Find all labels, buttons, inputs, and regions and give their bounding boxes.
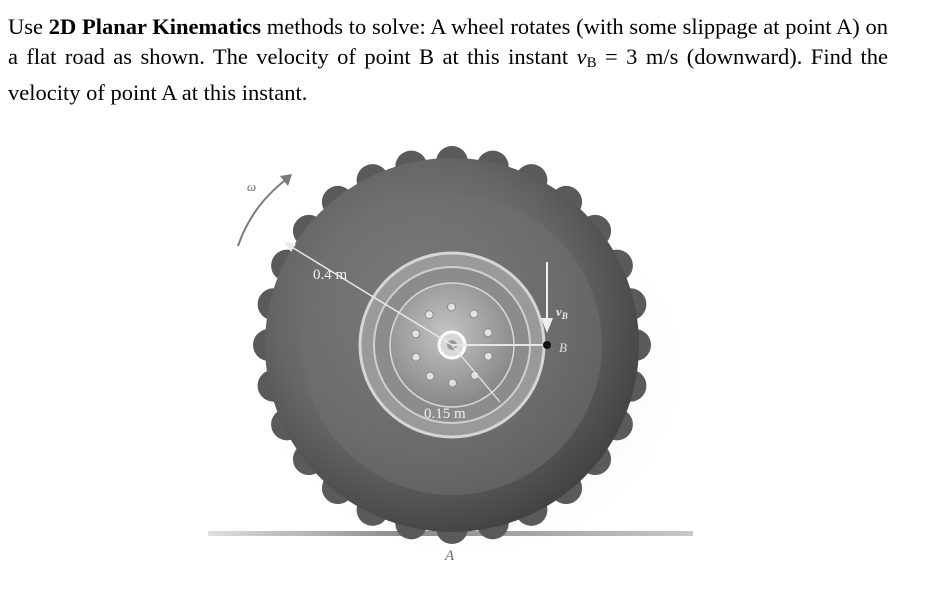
lug-nut <box>448 303 456 311</box>
problem-intro: Use <box>8 14 49 39</box>
outer-radius-label: 0.4 m <box>313 267 348 283</box>
omega-arrow-head <box>280 174 292 186</box>
velocity-symbol: v <box>576 44 587 69</box>
lug-nut <box>484 329 492 337</box>
lug-nut <box>412 330 420 338</box>
problem-question: = 3 m/s (downward). Find the velocity of point A at this instant. <box>8 44 888 105</box>
lug-nut <box>425 311 433 319</box>
point-b-label: B <box>559 340 567 355</box>
lug-nut <box>426 372 434 380</box>
point-a-label: A <box>445 548 455 564</box>
omega-label: ω <box>247 179 257 194</box>
velocity-subscript: B <box>586 55 597 71</box>
lug-nut <box>484 352 492 360</box>
lug-nut <box>449 379 457 387</box>
method-name: 2D Planar Kinematics <box>48 14 262 39</box>
omega-arrow <box>238 178 288 246</box>
vb-label: $v_B$ <box>556 304 568 321</box>
lug-nut <box>470 310 478 318</box>
point-b-marker <box>543 341 551 349</box>
inner-radius-label: 0.15 m <box>424 406 466 422</box>
problem-body: methods to solve: A wheel rotates (with some slippage at point A) on a flat road as shown. The velocity of point B at this instant <box>8 14 888 69</box>
lug-nut <box>412 353 420 361</box>
